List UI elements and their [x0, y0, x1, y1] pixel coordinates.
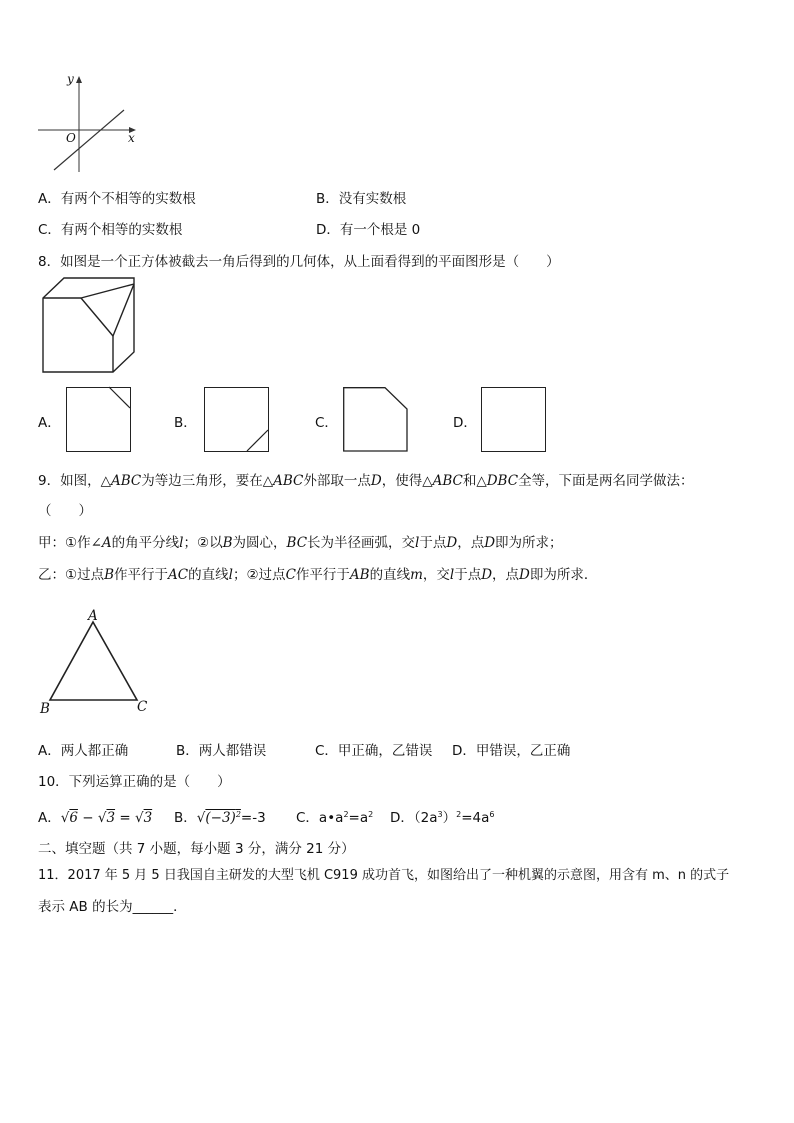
- q8-option-c-figure[interactable]: [343, 387, 408, 452]
- q9-option-d[interactable]: D．甲错误，乙正确: [452, 743, 571, 759]
- q10-stem: 10．下列运算正确的是（ ）: [38, 774, 231, 790]
- section-heading-fill-in: 二、填空题（共 7 小题，每小题 3 分，满分 21 分）: [38, 841, 355, 857]
- q10-option-a[interactable]: A．√6 − √3 = √3: [38, 810, 153, 826]
- q9-option-c[interactable]: C．甲正确，乙错误: [315, 743, 433, 759]
- q8-option-b-diagonal: [204, 387, 269, 452]
- q7-option-a[interactable]: A．有两个不相等的实数根: [38, 191, 196, 207]
- triangle-vertex-c: C: [137, 699, 148, 715]
- q8-option-b-label[interactable]: B．: [174, 415, 197, 431]
- q9-yi-method: 乙：①过点B作平行于AC的直线l；②过点C作平行于AB的直线m，交l于点D，点D即为所求．: [38, 567, 598, 583]
- q9-answer-paren: （ ）: [38, 503, 92, 519]
- q11-stem-line1: 11．2017 年 5 月 5 日我国自主研发的大型飞机 C919 成功首飞，如图给出了一种机翼的示意图，用含有 m、n 的式子: [38, 868, 730, 883]
- q10-option-b[interactable]: B．$√(-3)^2=-3$: [174, 810, 266, 826]
- q10-option-c[interactable]: C．$a•a^2=a^2$: [296, 810, 374, 826]
- q8-option-d-label[interactable]: D．: [453, 415, 477, 431]
- q7-option-b[interactable]: B．没有实数根: [316, 191, 407, 207]
- q8-option-d-figure[interactable]: [481, 387, 546, 452]
- q8-option-c-label[interactable]: C．: [315, 415, 338, 431]
- q9-option-a[interactable]: A．两人都正确: [38, 743, 129, 759]
- q7-option-d[interactable]: D．有一个根是 0: [316, 222, 421, 238]
- q7-option-c[interactable]: C．有两个相等的实数根: [38, 222, 183, 238]
- truncated-cube-figure: [38, 276, 138, 374]
- equilateral-triangle-figure: [48, 620, 143, 702]
- q9-option-b[interactable]: B．两人都错误: [176, 743, 267, 759]
- triangle-vertex-b: B: [40, 701, 50, 717]
- q9-stem-line1: 9．如图，△ABC为等边三角形，要在△ABC外部取一点D，使得△ABC和△DBC全等，下面是两名同学做法：: [38, 473, 694, 489]
- graph-x-label: x: [128, 131, 135, 145]
- q9-jia-method: 甲：①作∠A的角平分线l；②以B为圆心，BC长为半径画弧，交l于点D，点D即为所求；: [38, 535, 563, 551]
- q8-stem: 8．如图是一个正方体被截去一角后得到的几何体，从上面看得到的平面图形是（ ）: [38, 254, 560, 270]
- q10-option-d[interactable]: D．$(2a^3)^2=4a^6$: [390, 810, 495, 826]
- triangle-vertex-a: A: [88, 608, 98, 624]
- q8-option-a-label[interactable]: A．: [38, 415, 61, 431]
- q8-option-a-diagonal: [66, 387, 131, 452]
- linear-graph-figure: [30, 72, 145, 177]
- graph-origin-label: O: [66, 131, 76, 145]
- q11-stem-line2: 表示 AB 的长为______．: [38, 899, 187, 915]
- graph-y-label: y: [67, 72, 74, 86]
